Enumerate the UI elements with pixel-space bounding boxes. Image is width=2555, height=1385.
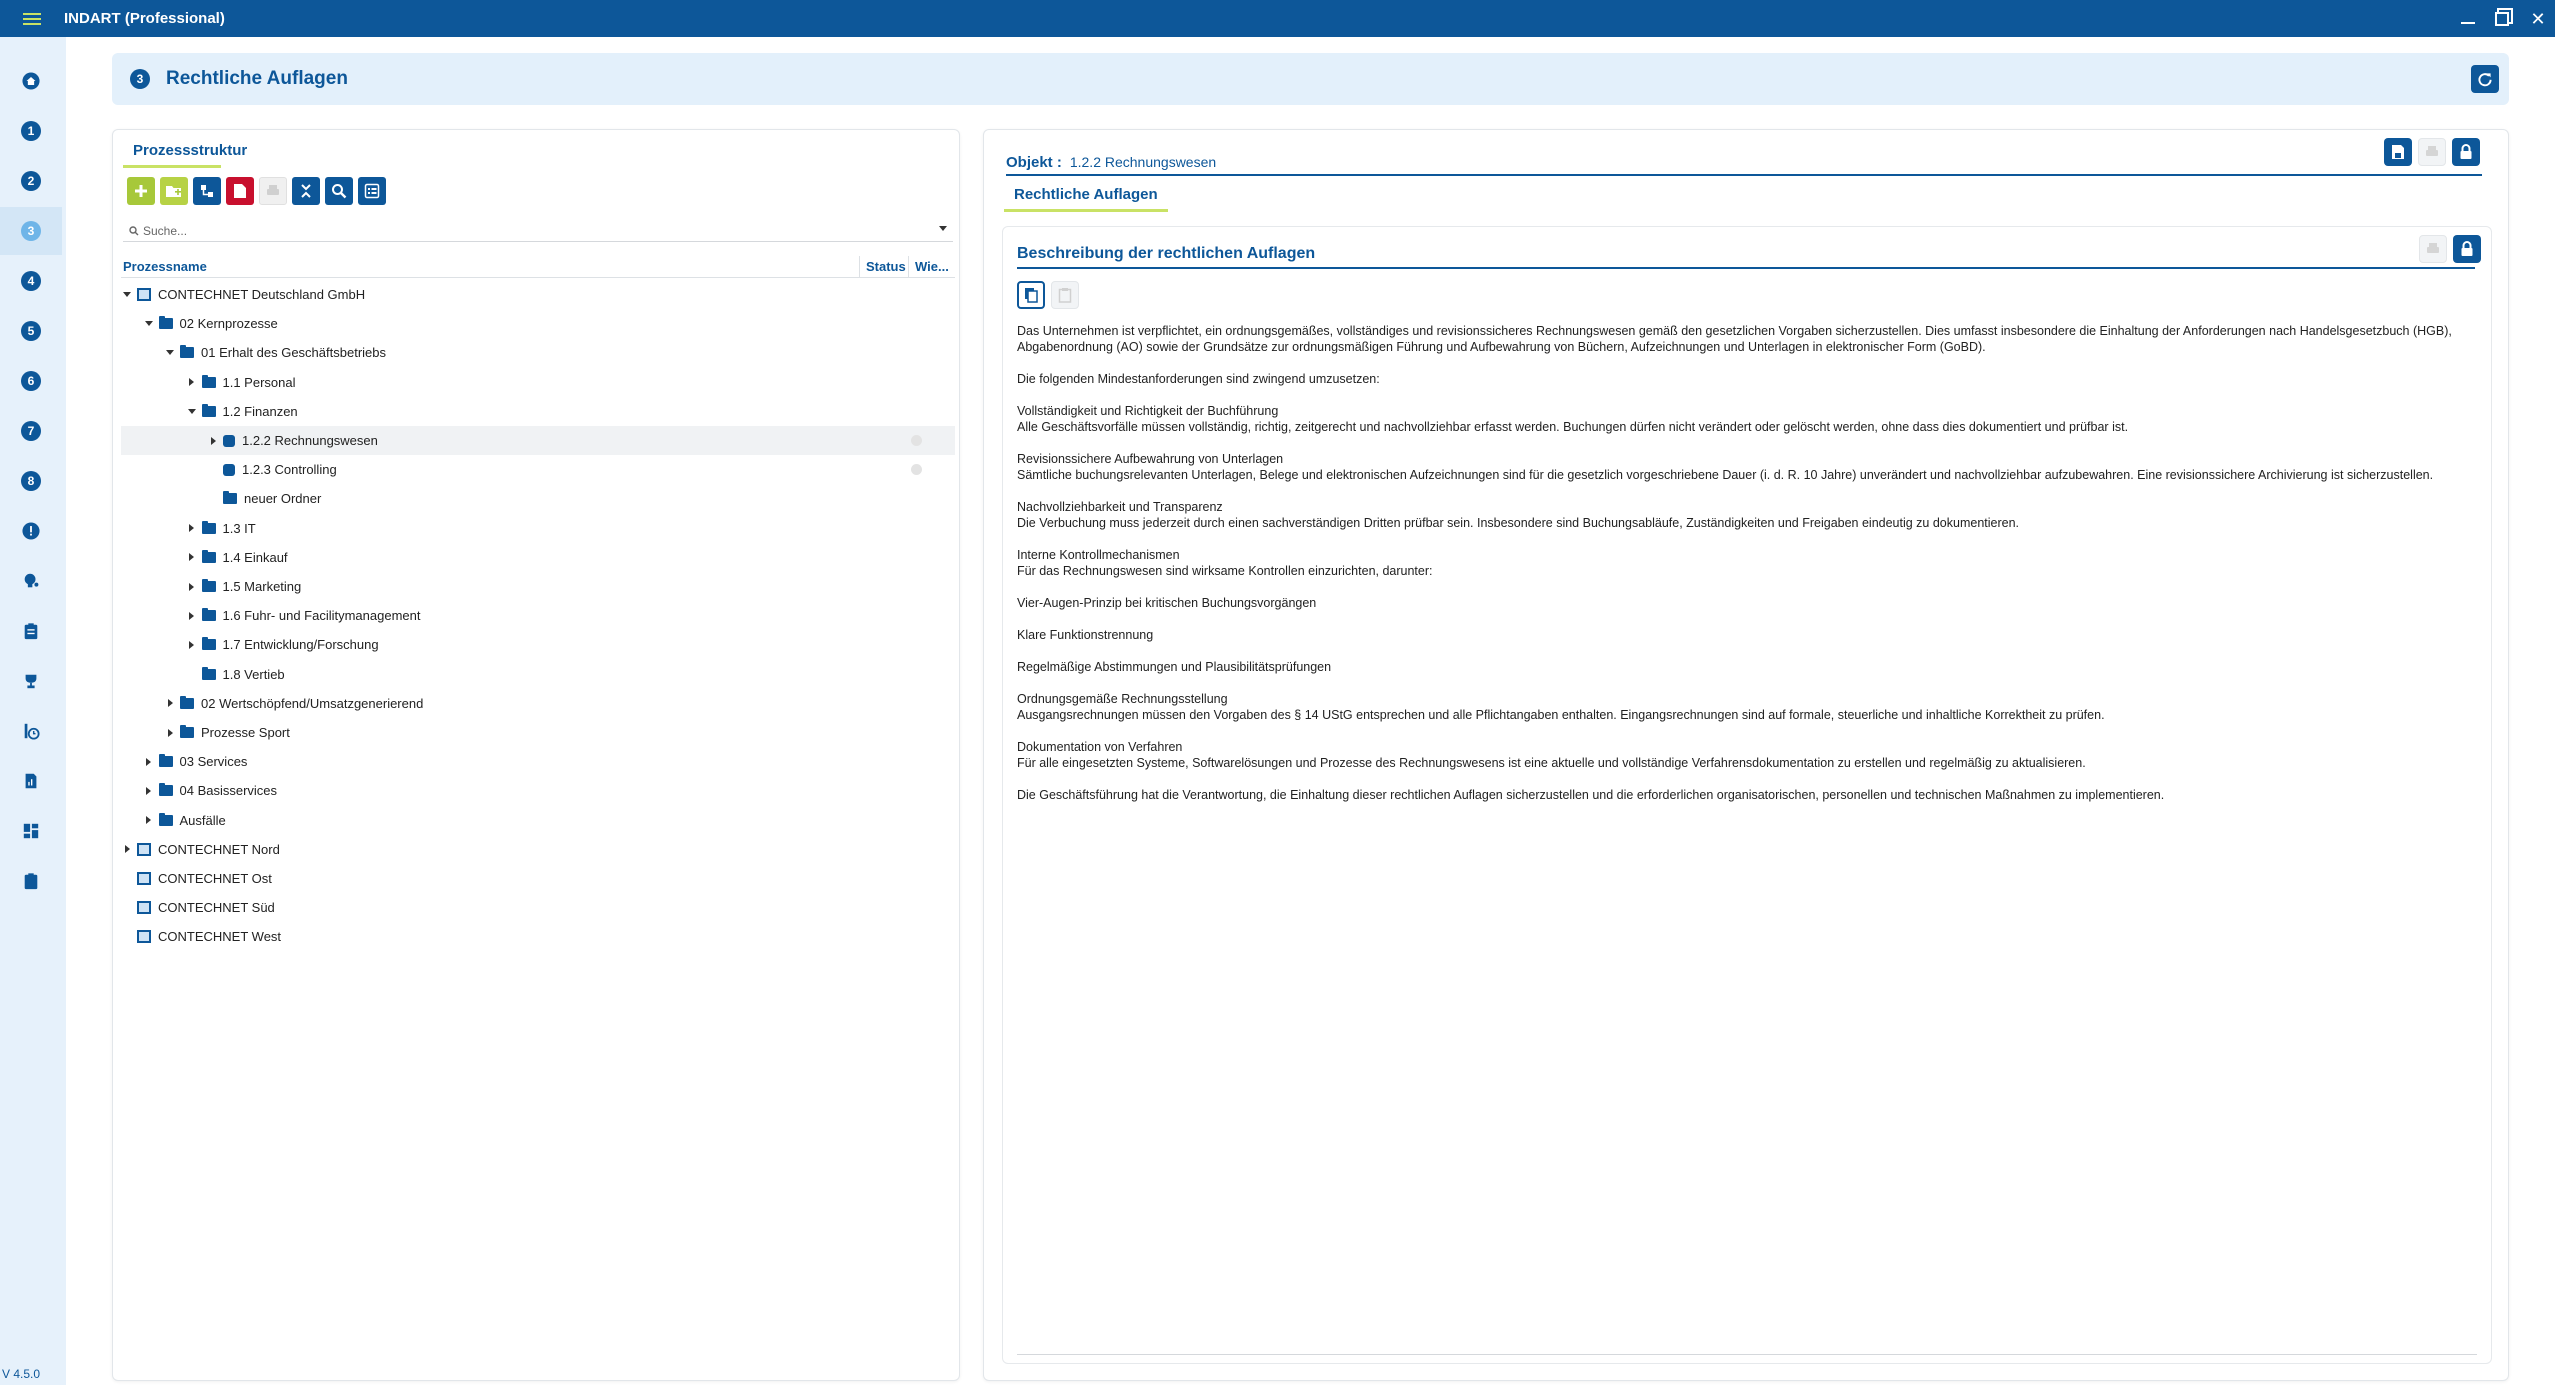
move-button[interactable] [193,177,221,205]
tree-row-label: 1.3 IT [222,520,256,536]
description-paragraph [1017,387,2477,403]
tree-row[interactable] [121,397,955,426]
tree-row[interactable] [121,630,955,659]
description-text[interactable] [1017,323,2477,803]
lock-button[interactable] [2452,138,2480,166]
trophy-icon [21,671,41,691]
description-paragraph: Sämtliche buchungsrelevanten Unterlagen, Belege und elektronischen Aufzeichnungen sind für die gesetzlich vorgeschriebene Dauer (i. d. R. 10 Jahre) unverändert und nachvollziehbar aufzubewahren. Eine revisionssichere Archivierung ist sicherzustellen. [1017,468,2434,482]
process-icon [223,464,235,476]
object-value: 1.2.2 Rechnungswesen [1069,154,1217,170]
description-paragraph: Dokumentation von Verfahren [1017,740,1183,754]
paste-button[interactable] [1051,281,1079,309]
tree-row-label: 02 Kernprozesse [179,316,278,332]
tree-row-label: 03 Services [179,754,248,770]
tree-row[interactable] [121,776,955,805]
tree-row[interactable] [121,338,955,367]
delete-button[interactable] [226,177,254,205]
tools-clock-icon [21,721,41,741]
home-icon [21,71,41,91]
description-paragraph: Das Unternehmen ist verpflichtet, ein ordnungsgemäßes, vollständiges und revisionssicheres Rechnungswesen gemäß den gesetzlichen Vorgaben sicherzustellen. Dies umfasst insbesondere die Einhaltung der Anforderungen nach Handelsgesetzbuch (HGB), Abgabenordnung (AO) sowie der Grundsätze zur ordnungsmäßigen Führung und Aufbewahrung von Büchern, Aufzeichnungen und Unterlagen in elektronischer Form (GoBD). [1017,324,2455,354]
refresh-button[interactable] [2471,65,2499,93]
rail-tasks[interactable] [0,607,62,655]
folder-icon [202,639,216,650]
print-icon [2425,145,2439,159]
lock-description-button[interactable] [2453,235,2481,263]
tree-search[interactable] [123,220,953,242]
rail-step-5[interactable]: 5 [0,307,62,355]
rail-step-3[interactable]: 3 [0,207,62,255]
copy-button[interactable] [1017,281,1045,309]
description-paragraph: Für alle eingesetzten Systeme, Softwarelösungen und Prozesse des Rechnungswesens ist eine aktuelle und vollständige Verfahrensdokumentation zu erstellen und regelmäßig zu aktualisieren. [1017,756,2086,770]
app-title: INDART (Professional) [64,10,225,27]
folder-icon [202,406,216,417]
tree-row-label: CONTECHNET Ost [158,871,272,886]
chevron-down-icon[interactable] [121,289,133,301]
description-paragraph: Ordnungsgemäße Rechnungsstellung [1017,692,1228,706]
rail-step-7[interactable]: 7 [0,407,62,455]
tree-row-label: 1.5 Marketing [222,579,302,594]
description-paragraph: Vollständigkeit und Richtigkeit der Buchführung [1017,404,1279,418]
tree-row[interactable] [121,309,955,338]
description-paragraph: Für das Rechnungswesen sind wirksame Kontrollen einzurichten, darunter: [1017,564,1433,578]
collapse-icon [299,183,313,199]
chevron-down-icon[interactable] [143,318,155,330]
description-paragraph [1017,531,2477,547]
rail-home[interactable] [0,57,62,105]
tree-row[interactable] [121,864,955,893]
print-description-button[interactable] [2419,235,2447,263]
chevron-right-icon[interactable] [186,610,198,622]
description-paragraph [1017,723,2477,739]
tree-row[interactable] [121,543,955,572]
chevron-right-icon[interactable] [143,814,155,826]
page-header [112,53,2509,105]
tab-prozessstruktur[interactable]: Prozessstruktur [123,142,221,168]
plus-icon [133,183,149,199]
add-folder-button[interactable] [160,177,188,205]
object-header [1006,154,2482,176]
tree-row-label: 1.2.3 Controlling [242,462,337,478]
tree-spacer [121,931,133,943]
tree-row[interactable] [121,368,955,397]
list-details-icon [364,183,380,199]
tree-row[interactable] [121,660,955,689]
search-icon [331,183,347,199]
tree-toolbar [127,177,386,205]
column-status[interactable]: Status [866,259,906,274]
folder-add-icon [165,183,183,199]
chevron-right-icon[interactable] [164,697,176,709]
rail-alert[interactable] [0,507,62,555]
tree-row[interactable] [121,280,955,309]
details-button[interactable] [358,177,386,205]
rail-maintenance[interactable] [0,707,62,755]
chevron-right-icon[interactable] [143,756,155,768]
tree-row-label: 1.8 Vertieb [222,666,285,682]
organization-icon [137,872,151,885]
title-bar [0,0,2555,37]
tree-spacer [207,464,219,476]
tree-row[interactable] [121,455,955,484]
tree-row-label: 1.2.2 Rechnungswesen [242,433,378,448]
folder-icon [202,552,216,563]
description-paragraph [1017,771,2477,787]
card-title: Beschreibung der rechtlichen Auflagen [1017,245,2475,269]
status-indicator [911,464,922,475]
collapse-all-button[interactable] [292,177,320,205]
save-icon [2391,144,2405,160]
tree-row-label: CONTECHNET Nord [158,841,280,857]
chevron-right-icon[interactable] [164,727,176,739]
description-paragraph [1017,643,2477,659]
description-paragraph: Nachvollziehbarkeit und Transparenz [1017,500,1223,514]
tree-row-label: Ausfälle [179,812,226,828]
chevron-right-icon[interactable] [186,376,198,388]
tree-row[interactable] [121,426,955,455]
rail-step-4[interactable]: 4 [0,257,62,305]
folder-icon [159,318,173,329]
description-paragraph [1017,579,2477,595]
add-button[interactable] [127,177,155,205]
hamburger-menu-icon[interactable] [0,0,64,37]
clipboard-list-icon [21,621,41,641]
print-icon [2426,242,2440,256]
chevron-right-icon[interactable] [186,639,198,651]
maximize-icon[interactable] [2495,12,2509,26]
version-label: V 4.5.0 [2,1367,41,1381]
detail-panel [983,129,2509,1381]
folder-icon [202,581,216,592]
organization-icon [137,843,151,856]
folder-icon [202,377,216,388]
dashboard-icon [21,821,41,841]
process-structure-panel [112,129,960,1381]
tree-row[interactable] [121,806,955,835]
rail-step-2[interactable]: 2 [0,157,62,205]
organization-icon [137,930,151,943]
refresh-icon [2477,71,2493,87]
description-card [1002,226,2492,1364]
alert-icon [21,521,41,541]
tree-row[interactable] [121,514,955,543]
chevron-right-icon[interactable] [186,522,198,534]
status-indicator [911,435,922,446]
print-icon [266,184,280,198]
chevron-right-icon[interactable] [207,435,219,447]
column-prozessname[interactable]: Prozessname [123,259,207,274]
folder-icon [202,669,216,680]
move-tree-icon [199,183,215,199]
chevron-right-icon[interactable] [121,843,133,855]
close-icon[interactable]: ✕ [2530,8,2546,29]
tree-row-label: CONTECHNET Süd [158,900,275,916]
tree-row-label: 1.2 Finanzen [222,403,298,419]
tree-row-label: 1.6 Fuhr- und Facilitymanagement [222,608,421,624]
rail-step-8[interactable]: 8 [0,457,62,505]
tree-spacer [121,873,133,885]
tree-row[interactable] [121,601,955,630]
rail-step-1[interactable]: 1 [0,107,62,155]
description-paragraph [1017,611,2477,627]
description-paragraph [1017,675,2477,691]
tab-rechtliche-auflagen[interactable]: Rechtliche Auflagen [1004,186,1168,212]
object-label: Objekt : [1006,154,1062,171]
left-rail [0,37,66,1385]
folder-icon [223,493,237,504]
tree-row[interactable] [121,835,955,864]
tree-row-label: Prozesse Sport [201,725,290,740]
process-icon [223,435,235,447]
search-button[interactable] [325,177,353,205]
tree-row[interactable] [121,484,955,513]
description-paragraph: Ausgangsrechnungen müssen den Vorgaben des § 14 UStG entsprechen und alle Pflichtangaben enthalten. Eingangsrechnungen sind auf formale, steuerliche und inhaltliche Korrektheit zu prüfen. [1017,708,2105,722]
description-paragraph [1017,355,2477,371]
rail-clipboard[interactable] [0,857,62,905]
tree-row-label: CONTECHNET Deutschland GmbH [158,287,366,302]
tree-row-label: 04 Basisservices [179,783,278,799]
description-paragraph [1017,435,2477,451]
page-title: Rechtliche Auflagen [166,68,348,89]
folder-icon [180,698,194,709]
rail-ideas[interactable] [0,557,62,605]
chevron-right-icon[interactable] [186,581,198,593]
paste-icon [1058,287,1072,303]
tree-row[interactable] [121,922,955,951]
description-paragraph: Alle Geschäftsvorfälle müssen vollständig, richtig, zeitgerecht und nachvollziehbar erfasst werden. Buchungen dürfen nicht verändert oder gelöscht werden, ohne dass dies dokumentiert und prüfbar ist. [1017,420,2129,434]
chevron-down-icon[interactable] [939,226,947,231]
tree-spacer [207,493,219,505]
tree-row-label: 1.1 Personal [222,374,296,390]
organization-icon [137,288,151,301]
tree-row-label: neuer Ordner [244,491,322,507]
folder-icon [202,523,216,534]
description-paragraph: Die Geschäftsführung hat die Verantwortung, die Einhaltung dieser rechtlichen Auflagen sicherzustellen und die erforderlichen organisatorischen, personellen und technischen Maßnahmen zu implementieren. [1017,788,2165,802]
lock-icon [2459,144,2473,160]
description-paragraph: Interne Kontrollmechanismen [1017,548,1180,562]
tree-row[interactable] [121,689,955,718]
print-button[interactable] [259,177,287,205]
tree-row-label: 01 Erhalt des Geschäftsbetriebs [201,345,386,361]
tree-row[interactable] [121,747,955,776]
clipboard-icon [21,871,41,891]
folder-icon [159,815,173,826]
chevron-right-icon[interactable] [186,551,198,563]
folder-icon [202,610,216,621]
chevron-right-icon[interactable] [143,785,155,797]
tree-row-label: CONTECHNET West [158,929,282,945]
tree-spacer [121,902,133,914]
description-paragraph: Die folgenden Mindestanforderungen sind zwingend umzusetzen: [1017,372,1380,386]
rail-dashboard[interactable] [0,807,62,855]
description-paragraph: Klare Funktionstrennung [1017,628,1154,642]
delete-document-icon [233,183,247,199]
description-paragraph: Die Verbuchung muss jederzeit durch einen sachverständigen Dritten prüfbar sein. Insbesondere sind Buchungsabläufe, Zuständigkeiten und Freigaben eindeutig zu dokumentieren. [1017,516,2020,530]
tree-spacer [186,668,198,680]
description-paragraph [1017,483,2477,499]
minimize-icon[interactable] [2461,14,2475,24]
step-badge: 3 [130,69,150,89]
folder-icon [159,756,173,767]
lightbulb-icon [21,571,41,591]
report-icon [21,771,41,791]
search-small-icon [129,226,139,236]
organization-icon [137,901,151,914]
tree-row[interactable] [121,893,955,922]
copy-icon [1024,287,1038,303]
tree-row[interactable] [121,572,955,601]
rail-reports[interactable] [0,757,62,805]
tree-column-header [121,256,955,278]
rail-step-6[interactable]: 6 [0,357,62,405]
tree-row-label: 02 Wertschöpfend/Umsatzgenerierend [201,695,424,711]
save-button[interactable] [2384,138,2412,166]
tree-row[interactable] [121,718,955,747]
tree-row-label: 1.4 Einkauf [222,549,288,565]
chevron-down-icon[interactable] [164,347,176,359]
tree-row-label: 1.7 Entwicklung/Forschung [222,637,379,653]
rail-trophy[interactable] [0,657,62,705]
search-placeholder: Suche... [143,223,188,238]
chevron-down-icon[interactable] [186,405,198,417]
lock-icon [2460,241,2474,257]
description-paragraph: Regelmäßige Abstimmungen und Plausibilitätsprüfungen [1017,660,1332,674]
column-wie[interactable]: Wie... [915,259,949,274]
print-object-button[interactable] [2418,138,2446,166]
folder-icon [180,347,194,358]
description-paragraph: Revisionssichere Aufbewahrung von Unterlagen [1017,452,1284,466]
folder-icon [159,785,173,796]
description-paragraph: Vier-Augen-Prinzip bei kritischen Buchungsvorgängen [1017,596,1317,610]
folder-icon [180,727,194,738]
